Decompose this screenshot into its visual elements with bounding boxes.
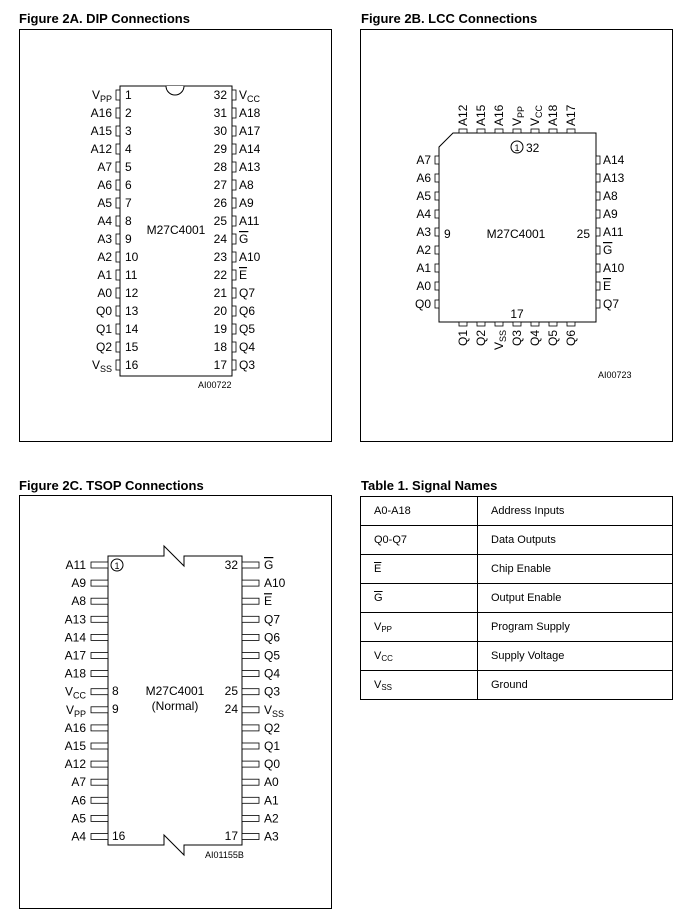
tsop-pin-label: A3 (264, 829, 279, 844)
tsop-pin-right (242, 815, 259, 821)
lcc-pin-right (596, 228, 600, 236)
lcc-pin-top (567, 129, 575, 133)
dip-pin-label: A17 (239, 124, 261, 138)
tsop-pin-label: Q1 (264, 739, 281, 753)
tsop-pin-label: A17 (64, 648, 86, 663)
tsop-pin-label: A9 (71, 576, 86, 591)
lcc-pin-label: Q2 (474, 330, 488, 347)
lcc-pin-left (435, 174, 439, 182)
dip-pin-number: 3 (125, 124, 132, 138)
lcc-pin-label: A15 (474, 104, 488, 126)
dip-pin-left (116, 288, 120, 298)
signal-name: VSS (361, 671, 478, 700)
signal-name: Q0-Q7 (361, 526, 478, 555)
tsop-pin-right (242, 725, 259, 731)
dip-pin-right (232, 144, 236, 154)
lcc-pin-left (435, 210, 439, 218)
tsop-pin-label: Q0 (264, 757, 281, 772)
dip-pin-right (232, 270, 236, 280)
dip-pin-number: 32 (213, 88, 227, 102)
tsop-pin-left (91, 815, 108, 821)
lcc-pin-label: A13 (603, 171, 625, 185)
dip-pin-number: 24 (213, 232, 227, 246)
dip-pin-left (116, 90, 120, 100)
tsop-pin-left (91, 653, 108, 659)
lcc-pin-left (435, 282, 439, 290)
signal-name: A0-A18 (361, 497, 478, 526)
tsop-pin-left (91, 580, 108, 586)
table-row (361, 671, 673, 700)
dip-pin-left (116, 108, 120, 118)
signal-name: VCC (361, 642, 478, 671)
tsop-pin-label: G (264, 558, 274, 572)
lcc-pin-label: A6 (416, 171, 431, 185)
lcc-chip-name: M27C4001 (486, 227, 546, 241)
tsop-pin-right (242, 671, 259, 677)
dip-pin-label: $V_{SS}$ (91, 358, 112, 374)
tsop-pin-left (91, 707, 108, 713)
tsop-pin-label: A12 (64, 757, 86, 772)
tsop-pin-right (242, 634, 259, 640)
figure-2b-title: Figure 2B. LCC Connections (361, 11, 538, 26)
tsop-pin-label: A5 (71, 811, 86, 826)
signal-name: $\overline{G}$ (361, 584, 478, 613)
tsop-pin-label: Q7 (264, 612, 281, 627)
tsop-pin-label: A4 (71, 829, 86, 844)
signal-description: Output Enable (478, 584, 673, 613)
lcc-pin-top (549, 129, 557, 133)
lcc-pin-right (596, 192, 600, 200)
lcc-pin-label: A2 (416, 243, 431, 257)
tsop-pin-label: $V_{PP}$ (65, 702, 86, 719)
tsop-pin-left (91, 689, 108, 695)
dip-pin-right (232, 342, 236, 352)
lcc-pin-label: A4 (416, 207, 431, 221)
lcc-pin-right (596, 300, 600, 308)
tsop-pin-number: 17 (224, 829, 238, 843)
tsop-pin-right (242, 580, 259, 586)
dip-pin-number: 21 (213, 286, 227, 300)
dip-pin-number: 13 (125, 304, 139, 318)
dip-pin-label: A12 (90, 142, 112, 156)
dip-pin-label: Q4 (239, 340, 256, 354)
lcc-pin-label: Q7 (603, 297, 620, 311)
tsop-pin-right (242, 653, 259, 659)
lcc-pin-right (596, 246, 600, 254)
lcc-pin-label: G (603, 243, 613, 257)
dip-pin-number: 26 (213, 196, 227, 210)
dip-pin-right (232, 126, 236, 136)
dip-pin-label: Q3 (239, 358, 256, 372)
tsop-pin-left (91, 834, 108, 840)
lcc-pin-label: A12 (456, 104, 470, 126)
dip-pin-right (232, 198, 236, 208)
tsop-pin1-number: 1 (114, 561, 120, 571)
dip-pin-number: 29 (213, 142, 227, 156)
dip-pin-number: 28 (213, 160, 227, 174)
lcc-pin-right (596, 174, 600, 182)
tsop-package (65, 546, 286, 860)
dip-pin-left (116, 198, 120, 208)
dip-pin-right (232, 162, 236, 172)
dip-package (91, 86, 261, 390)
signal-description: Chip Enable (478, 555, 673, 584)
dip-pin-label: A14 (239, 142, 261, 156)
lcc-pin-label: $V_{CC}$ (528, 104, 544, 126)
tsop-pin-label: A2 (264, 811, 279, 826)
tsop-pin-label: E (264, 594, 273, 609)
dip-pin-label: A10 (239, 250, 261, 264)
dip-pin-number: 14 (125, 322, 139, 336)
lcc-pin-label: A1 (416, 261, 431, 275)
dip-pin-left (116, 270, 120, 280)
lcc-pin-left (435, 300, 439, 308)
dip-pin-label: Q5 (239, 322, 256, 336)
dip-pin-label: A9 (239, 196, 254, 210)
tsop-pin-number: 9 (112, 702, 119, 716)
lcc-pin-top (477, 129, 485, 133)
tsop-pin-left (91, 598, 108, 604)
lcc-pin-label: $V_{SS}$ (492, 330, 508, 351)
dip-pin-number: 19 (213, 322, 227, 336)
lcc-pin-label: A9 (603, 207, 618, 221)
lcc-pin-bottom (531, 322, 539, 326)
lcc-pin-top (459, 129, 467, 133)
tsop-pin-number: 24 (224, 702, 238, 716)
dip-pin-number: 25 (213, 214, 227, 228)
lcc-pin-left (435, 192, 439, 200)
lcc-pin-label: A18 (546, 104, 560, 126)
dip-pin-label: A18 (239, 106, 261, 120)
dip-pin-right (232, 252, 236, 262)
lcc-pin1-number: 1 (514, 143, 520, 153)
table-row (361, 555, 673, 584)
dip-pin-number: 12 (125, 286, 139, 300)
lcc-pin-label: A16 (492, 104, 506, 126)
tsop-pin-label: A8 (71, 594, 86, 609)
dip-pin-label: A16 (90, 106, 112, 120)
signal-description: Program Supply (478, 613, 673, 642)
tsop-pin-label: A10 (264, 576, 286, 591)
dip-pin-left (116, 234, 120, 244)
tsop-pin-label: A18 (64, 666, 86, 681)
tsop-pin-label: A0 (264, 775, 279, 790)
tsop-pin-label: A15 (64, 739, 86, 753)
tsop-pin-label: A6 (71, 793, 86, 808)
dip-pin-number: 1 (125, 88, 132, 102)
tsop-pin-label: Q4 (264, 666, 281, 681)
dip-pin-number: 9 (125, 232, 132, 246)
dip-pin-label: A2 (97, 250, 112, 264)
lcc-pin-number: 25 (576, 227, 590, 241)
tsop-pin-label: Q5 (264, 648, 281, 663)
lcc-pin-label: Q5 (546, 330, 560, 347)
dip-notch (166, 86, 184, 95)
lcc-figure-code: AI00723 (598, 370, 632, 380)
tsop-pin-label: A16 (64, 720, 86, 735)
dip-pin-label: Q7 (239, 286, 256, 300)
dip-pin-left (116, 342, 120, 352)
dip-pin-left (116, 360, 120, 370)
tsop-pin-label: Q2 (264, 720, 281, 735)
lcc-pin-right (596, 210, 600, 218)
dip-pin-right (232, 180, 236, 190)
dip-pin-number: 30 (213, 124, 227, 138)
dip-pin-label: $V_{PP}$ (91, 88, 112, 104)
tsop-pin-number: 8 (112, 684, 119, 698)
lcc-pin-number: 32 (526, 141, 540, 155)
lcc-pin-label: A0 (416, 279, 431, 293)
signal-name: $\overline{E}$ (361, 555, 478, 584)
dip-pin-number: 23 (213, 250, 227, 264)
signal-description: Data Outputs (478, 526, 673, 555)
tsop-pin-label: Q6 (264, 630, 281, 645)
lcc-pin-left (435, 228, 439, 236)
dip-pin-left (116, 324, 120, 334)
table-row (361, 642, 673, 671)
lcc-pin-label: Q0 (414, 297, 431, 311)
lcc-pin-bottom (495, 322, 503, 326)
tsop-pin-left (91, 743, 108, 749)
tsop-pin-number: 16 (112, 829, 126, 843)
lcc-pin-right (596, 264, 600, 272)
lcc-pin-label: Q4 (528, 330, 542, 347)
dip-pin-label: A3 (97, 232, 112, 246)
lcc-pin-label: Q6 (564, 330, 578, 347)
table-1-title: Table 1. Signal Names (361, 478, 498, 493)
lcc-pin-top (495, 129, 503, 133)
dip-pin-label: Q1 (95, 322, 112, 336)
dip-pin-label: Q6 (239, 304, 256, 318)
dip-pin-number: 8 (125, 214, 132, 228)
dip-pin-label: A13 (239, 160, 261, 174)
figure-2c-title: Figure 2C. TSOP Connections (19, 478, 204, 493)
dip-pin-left (116, 162, 120, 172)
dip-pin-number: 22 (213, 268, 227, 282)
tsop-pin-number: 25 (224, 684, 238, 698)
tsop-pin-label: Q3 (264, 684, 281, 699)
lcc-pin-label: E (603, 279, 612, 293)
dip-pin-number: 10 (125, 250, 139, 264)
dip-pin-label: A11 (239, 214, 260, 228)
dip-pin-label: A1 (97, 268, 112, 282)
lcc-pin-bottom (459, 322, 467, 326)
signal-description: Supply Voltage (478, 642, 673, 671)
dip-pin-label: A6 (97, 178, 112, 192)
dip-pin-label: Q0 (95, 304, 112, 318)
tsop-pin-label: A11 (65, 558, 86, 572)
lcc-pin-bottom (549, 322, 557, 326)
dip-pin-right (232, 90, 236, 100)
tsop-figure-code: AI01155B (205, 850, 244, 860)
lcc-pin-label: A14 (603, 153, 625, 167)
lcc-pin-top (513, 129, 521, 133)
tsop-pin-right (242, 616, 259, 622)
tsop-pin-number: 32 (224, 558, 238, 572)
dip-pin-right (232, 234, 236, 244)
dip-pin-label: A8 (239, 178, 254, 192)
tsop-pin-label: A13 (64, 612, 86, 627)
lcc-pin-left (435, 246, 439, 254)
lcc-pin-left (435, 264, 439, 272)
dip-pin-left (116, 252, 120, 262)
dip-pin-label: A7 (97, 160, 112, 174)
tsop-pin-label: A7 (71, 775, 86, 790)
dip-pin-number: 20 (213, 304, 227, 318)
signal-name: VPP (361, 613, 478, 642)
tsop-pin-left (91, 634, 108, 640)
signal-description: Address Inputs (478, 497, 673, 526)
dip-pin-right (232, 360, 236, 370)
tsop-pin-label: $V_{SS}$ (264, 702, 285, 719)
dip-pin-right (232, 288, 236, 298)
dip-pin-number: 18 (213, 340, 227, 354)
tsop-pin-left (91, 761, 108, 767)
lcc-pin-label: A7 (416, 153, 431, 167)
dip-figure-code: AI00722 (198, 380, 232, 390)
lcc-pin-right (596, 156, 600, 164)
lcc-pin-label: A8 (603, 189, 618, 203)
dip-pin-number: 27 (213, 178, 227, 192)
table-row (361, 584, 673, 613)
dip-pin-left (116, 306, 120, 316)
tsop-pin-left (91, 797, 108, 803)
dip-pin-label: A5 (97, 196, 112, 210)
tsop-pin-label: A14 (64, 630, 86, 645)
signal-description: Ground (478, 671, 673, 700)
tsop-pin-right (242, 562, 259, 568)
dip-pin-left (116, 144, 120, 154)
lcc-package (415, 104, 632, 380)
tsop-mode-label: (Normal) (151, 699, 199, 713)
dip-pin-label: E (239, 268, 248, 282)
tsop-pin-right (242, 761, 259, 767)
lcc-pin-label: A10 (603, 261, 625, 275)
dip-pin-label: A4 (97, 214, 112, 228)
dip-pin-number: 17 (213, 358, 227, 372)
dip-pin-label: Q2 (95, 340, 112, 354)
tsop-pin-right (242, 797, 259, 803)
dip-pin-number: 5 (125, 160, 132, 174)
lcc-pin-label: Q3 (510, 330, 524, 347)
table-row (361, 526, 673, 555)
dip-pin-label: A15 (90, 124, 112, 138)
dip-chip-name: M27C4001 (146, 223, 206, 237)
dip-pin-number: 11 (125, 268, 138, 282)
dip-pin-label: $V_{CC}$ (239, 88, 261, 104)
tsop-pin-left (91, 671, 108, 677)
tsop-pin-left (91, 779, 108, 785)
lcc-pin-label: A5 (416, 189, 431, 203)
lcc-pin-label: A11 (603, 225, 624, 239)
dip-pin-right (232, 108, 236, 118)
dip-pin-right (232, 216, 236, 226)
dip-pin-number: 2 (125, 106, 132, 120)
table-row (361, 497, 673, 526)
dip-pin-number: 6 (125, 178, 132, 192)
tsop-pin-left (91, 616, 108, 622)
signal-names-table (360, 496, 673, 700)
tsop-pin-right (242, 707, 259, 713)
tsop-pin-right (242, 743, 259, 749)
lcc-pin-top (531, 129, 539, 133)
dip-pin-number: 4 (125, 142, 132, 156)
tsop-pin-left (91, 725, 108, 731)
tsop-pin-label: A1 (264, 793, 279, 808)
tsop-chip-name: M27C4001 (145, 684, 205, 698)
dip-pin-right (232, 324, 236, 334)
dip-pin-number: 15 (125, 340, 139, 354)
dip-pin-right (232, 306, 236, 316)
lcc-pin-label: Q1 (456, 330, 470, 347)
dip-pin-label: G (239, 232, 249, 246)
dip-pin-number: 16 (125, 358, 139, 372)
tsop-pin-left (91, 562, 108, 568)
dip-pin-number: 31 (213, 106, 227, 120)
dip-pin-label: A0 (97, 286, 112, 300)
tsop-pin-right (242, 834, 259, 840)
tsop-pin-right (242, 689, 259, 695)
dip-pin-left (116, 126, 120, 136)
lcc-pin-left (435, 156, 439, 164)
lcc-pin-number: 9 (444, 227, 451, 241)
figure-2a-title: Figure 2A. DIP Connections (19, 11, 190, 26)
lcc-pin-label: $V_{PP}$ (510, 105, 526, 126)
lcc-pin-bottom (513, 322, 521, 326)
lcc-pin-bottom (477, 322, 485, 326)
lcc-pin-label: A3 (416, 225, 431, 239)
tsop-pin-label: $V_{CC}$ (64, 684, 86, 701)
lcc-pin-right (596, 282, 600, 290)
lcc-pin-number: 17 (510, 307, 524, 321)
dip-pin-left (116, 216, 120, 226)
tsop-pin-right (242, 598, 259, 604)
lcc-pin-label: A17 (564, 104, 578, 126)
dip-pin-number: 7 (125, 196, 132, 210)
tsop-pin-right (242, 779, 259, 785)
table-row (361, 613, 673, 642)
dip-pin-left (116, 180, 120, 190)
lcc-pin-bottom (567, 322, 575, 326)
